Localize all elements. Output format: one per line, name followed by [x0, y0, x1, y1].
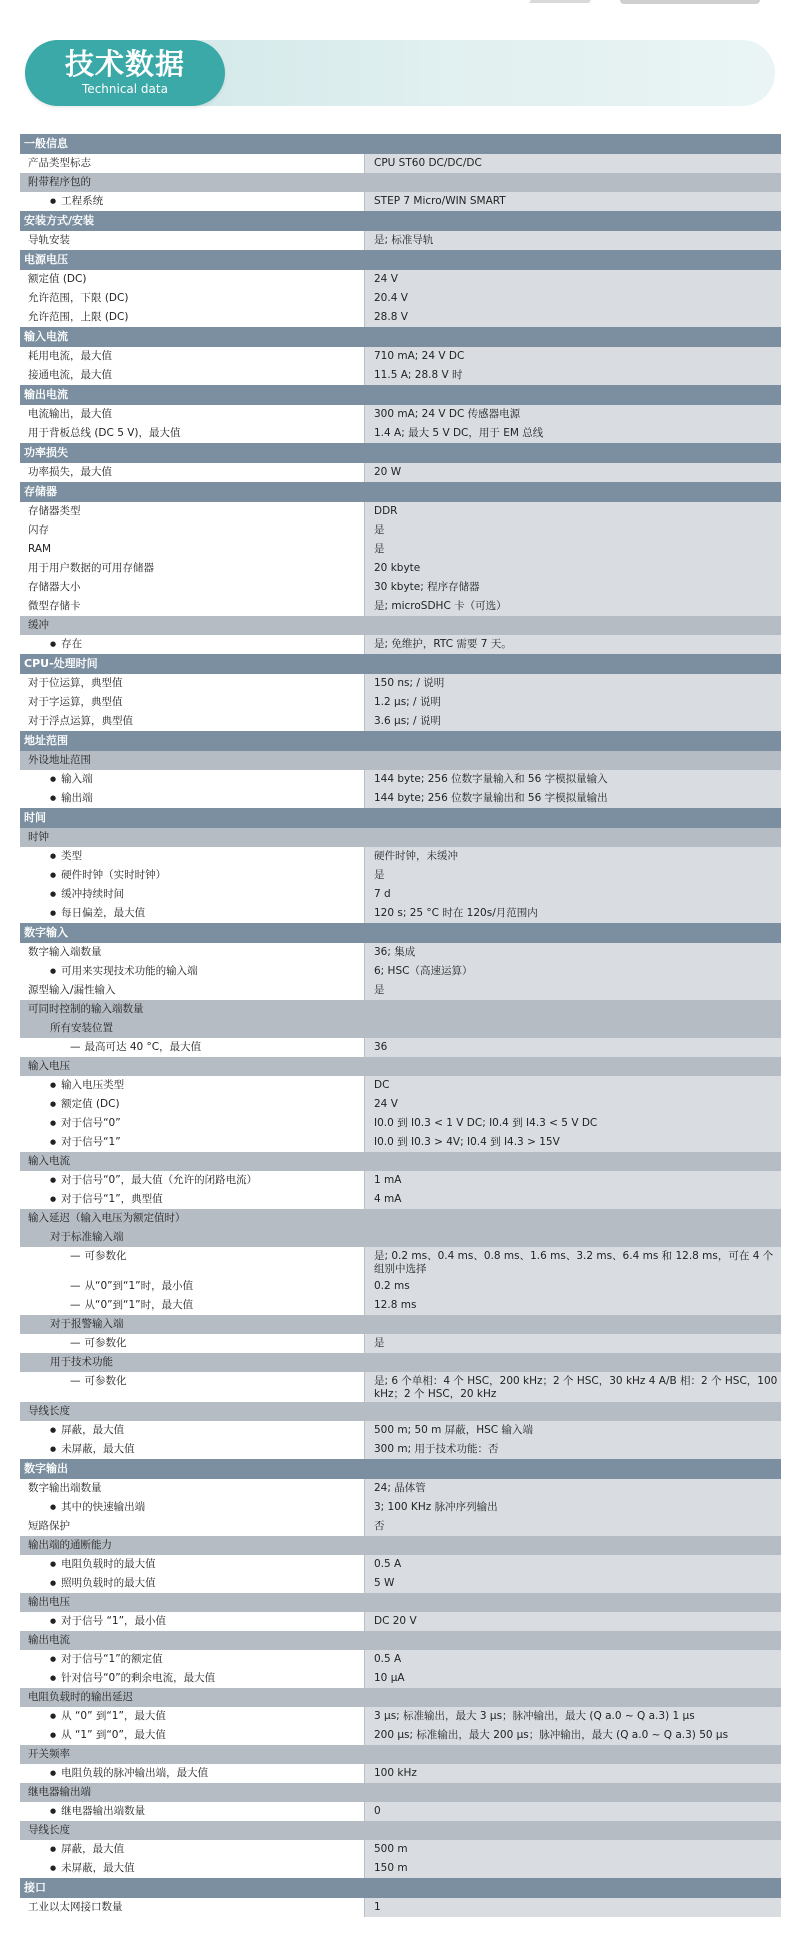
spec-label: 时钟 — [28, 831, 49, 843]
spec-value: 300 m; 用于技术功能：否 — [365, 1440, 781, 1459]
table-row — [20, 1650, 781, 1669]
table-row — [20, 1247, 781, 1277]
spec-value: 710 mA; 24 V DC — [365, 347, 781, 366]
table-row — [20, 502, 781, 521]
spec-value: 200 μs; 标准输出，最大 200 μs；脉冲输出，最大 (Q a.0 ~ Q a.3) 50 μs — [365, 1726, 781, 1745]
spec-label: 用于技术功能 — [50, 1356, 113, 1368]
spec-value: DDR — [365, 502, 781, 521]
spec-label: 用于背板总线 (DC 5 V)，最大值 — [20, 424, 365, 443]
spec-value: 24 V — [365, 270, 781, 289]
spec-label: 产品类型标志 — [20, 154, 365, 173]
table-row — [20, 1707, 781, 1726]
spec-label: 允许范围，下限 (DC) — [20, 289, 365, 308]
table-row — [20, 1277, 781, 1296]
spec-label: 电流输出，最大值 — [20, 405, 365, 424]
table-row — [20, 1171, 781, 1190]
table-row — [20, 308, 781, 327]
spec-label: ● 未屏蔽，最大值 — [20, 1440, 365, 1459]
spec-value: 是 — [365, 521, 781, 540]
spec-label: 功率损失，最大值 — [20, 463, 365, 482]
spec-value: 3 μs; 标准输出，最大 3 μs；脉冲输出，最大 (Q a.0 ~ Q a.3) 1 μs — [365, 1707, 781, 1726]
section-header: 时间 — [20, 808, 781, 828]
section-header: CPU-处理时间 — [20, 654, 781, 674]
spec-value: 120 s; 25 °C 时在 120s/月范围内 — [365, 904, 781, 923]
section-header: 输出电流 — [20, 385, 781, 405]
section-header: 输入电流 — [20, 327, 781, 347]
spec-value: DC 20 V — [365, 1612, 781, 1631]
table-row — [20, 1038, 781, 1057]
spec-value: 20 W — [365, 463, 781, 482]
spec-label: ● 对于信号“0”，最大值（允许的闭路电流） — [20, 1171, 365, 1190]
spec-label: RAM — [20, 540, 365, 559]
table-row — [20, 1190, 781, 1209]
spec-value: 否 — [365, 1517, 781, 1536]
spec-value: 28.8 V — [365, 308, 781, 327]
spec-label: — 可参数化 — [20, 1334, 365, 1353]
spec-label: ● 硬件时钟（实时时钟） — [20, 866, 365, 885]
spec-label: ● 从 “1” 到“0”，最大值 — [20, 1726, 365, 1745]
spec-value: 36; 集成 — [365, 943, 781, 962]
spec-label: — 可参数化 — [20, 1247, 365, 1277]
table-row — [20, 1898, 781, 1917]
table-row — [20, 1402, 781, 1421]
spec-value: 11.5 A; 28.8 V 时 — [365, 366, 781, 385]
spec-value: 7 d — [365, 885, 781, 904]
spec-value: 是; 6 个单相：4 个 HSC，200 kHz；2 个 HSC，30 kHz 4 A/B 相：2 个 HSC，100 kHz；2 个 HSC，20 kHz — [365, 1372, 781, 1402]
spec-value: 是 — [365, 981, 781, 1000]
spec-label: 导线长度 — [28, 1405, 70, 1417]
spec-label: 输出电压 — [28, 1596, 70, 1608]
spec-value: 1 mA — [365, 1171, 781, 1190]
spec-label: ● 屏蔽，最大值 — [20, 1840, 365, 1859]
spec-value: 是; 标准导轨 — [365, 231, 781, 250]
spec-label: 用于用户数据的可用存储器 — [20, 559, 365, 578]
table-row — [20, 1019, 781, 1038]
spec-label: ● 额定值 (DC) — [20, 1095, 365, 1114]
table-row — [20, 943, 781, 962]
spec-label: ● 屏蔽，最大值 — [20, 1421, 365, 1440]
spec-label: ● 每日偏差，最大值 — [20, 904, 365, 923]
table-row — [20, 1631, 781, 1650]
spec-label: 输入电压 — [28, 1060, 70, 1072]
table-row — [20, 981, 781, 1000]
spec-value: 是; 0.2 ms、0.4 ms、0.8 ms、1.6 ms、3.2 ms、6.4 ms 和 12.8 ms，可在 4 个组别中选择 — [365, 1247, 781, 1277]
spec-value: 30 kbyte; 程序存储器 — [365, 578, 781, 597]
table-row — [20, 1555, 781, 1574]
spec-label: 存储器大小 — [20, 578, 365, 597]
spec-value: 300 mA; 24 V DC 传感器电源 — [365, 405, 781, 424]
title-pill — [25, 40, 225, 106]
spec-label: ● 对于信号“1” — [20, 1133, 365, 1152]
spec-label: ● 对于信号 “1”，最小值 — [20, 1612, 365, 1631]
table-row — [20, 1440, 781, 1459]
spec-label: 数字输出端数量 — [20, 1479, 365, 1498]
table-row — [20, 1228, 781, 1247]
spec-label: 工业以太网接口数量 — [20, 1898, 365, 1917]
spec-label: 可同时控制的输入端数量 — [28, 1003, 144, 1015]
spec-value: 24; 晶体管 — [365, 1479, 781, 1498]
spec-label: 缓冲 — [28, 619, 49, 631]
spec-value: 150 ns; / 说明 — [365, 674, 781, 693]
spec-label: — 从“0”到“1”时，最大值 — [20, 1296, 365, 1315]
table-row — [20, 1840, 781, 1859]
table-row — [20, 712, 781, 731]
table-row — [20, 1726, 781, 1745]
section-header: 电源电压 — [20, 250, 781, 270]
spec-value: 是; microSDHC 卡（可选） — [365, 597, 781, 616]
section-header: 地址范围 — [20, 731, 781, 751]
spec-value: 6; HSC（高速运算） — [365, 962, 781, 981]
spec-label: 额定值 (DC) — [20, 270, 365, 289]
table-row — [20, 597, 781, 616]
spec-value: 20 kbyte — [365, 559, 781, 578]
spec-value: 是 — [365, 540, 781, 559]
table-row — [20, 1421, 781, 1440]
table-row — [20, 289, 781, 308]
spec-label: ● 电阻负载的脉冲输出端，最大值 — [20, 1764, 365, 1783]
spec-label: 导线长度 — [28, 1824, 70, 1836]
table-row — [20, 1000, 781, 1019]
spec-label: — 从“0”到“1”时，最小值 — [20, 1277, 365, 1296]
table-row — [20, 1315, 781, 1334]
spec-value: I0.0 到 I0.3 < 1 V DC; I0.4 到 I4.3 < 5 V DC — [365, 1114, 781, 1133]
spec-label: 输出电流 — [28, 1634, 70, 1646]
spec-label: ● 对于信号“1”，典型值 — [20, 1190, 365, 1209]
spec-label: 存储器类型 — [20, 502, 365, 521]
table-row — [20, 1745, 781, 1764]
spec-value: 3.6 μs; / 说明 — [365, 712, 781, 731]
table-row — [20, 616, 781, 635]
spec-label: 对于报警输入端 — [50, 1318, 124, 1330]
table-row — [20, 347, 781, 366]
table-row — [20, 635, 781, 654]
spec-label: ● 其中的快速输出端 — [20, 1498, 365, 1517]
table-row — [20, 1353, 781, 1372]
spec-label: 允许范围，上限 (DC) — [20, 308, 365, 327]
spec-label: ● 工程系统 — [20, 192, 365, 211]
section-header: 数字输入 — [20, 923, 781, 943]
table-row — [20, 674, 781, 693]
page-subtitle: Technical data — [82, 82, 168, 96]
table-row — [20, 1517, 781, 1536]
spec-value: 是 — [365, 1334, 781, 1353]
table-row — [20, 885, 781, 904]
table-row — [20, 192, 781, 211]
table-row — [20, 962, 781, 981]
table-row — [20, 789, 781, 808]
spec-value: 150 m — [365, 1859, 781, 1878]
spec-label: ● 缓冲持续时间 — [20, 885, 365, 904]
table-row — [20, 1296, 781, 1315]
spec-label: ● 继电器输出端数量 — [20, 1802, 365, 1821]
spec-label: 闪存 — [20, 521, 365, 540]
spec-value: 0 — [365, 1802, 781, 1821]
spec-value: 36 — [365, 1038, 781, 1057]
spec-label: 短路保护 — [20, 1517, 365, 1536]
table-row — [20, 1612, 781, 1631]
table-row — [20, 1669, 781, 1688]
section-header: 数字输出 — [20, 1459, 781, 1479]
spec-label: 对于位运算，典型值 — [20, 674, 365, 693]
table-row — [20, 521, 781, 540]
spec-label: 附带程序包的 — [28, 176, 91, 188]
spec-label: 接通电流，最大值 — [20, 366, 365, 385]
spec-label: 源型输入/漏性输入 — [20, 981, 365, 1000]
spec-label: 开关频率 — [28, 1748, 70, 1760]
table-row — [20, 1114, 781, 1133]
spec-value: 0.5 A — [365, 1650, 781, 1669]
page-title: 技术数据 — [64, 47, 185, 81]
spec-value: 是; 免维护，RTC 需要 7 天。 — [365, 635, 781, 654]
spec-value: 144 byte; 256 位数字量输入和 56 字模拟量输入 — [365, 770, 781, 789]
spec-label: 微型存储卡 — [20, 597, 365, 616]
table-row — [20, 405, 781, 424]
section-header: 安装方式/安装 — [20, 211, 781, 231]
table-row — [20, 866, 781, 885]
table-row — [20, 366, 781, 385]
spec-value: 1.4 A; 最大 5 V DC，用于 EM 总线 — [365, 424, 781, 443]
spec-value: 硬件时钟，未缓冲 — [365, 847, 781, 866]
table-row — [20, 1334, 781, 1353]
spec-label: ● 未屏蔽，最大值 — [20, 1859, 365, 1878]
spec-label: 外设地址范围 — [28, 754, 91, 766]
spec-value: 500 m — [365, 1840, 781, 1859]
title-banner — [25, 40, 775, 106]
spec-label: 输入电流 — [28, 1155, 70, 1167]
spec-value: 100 kHz — [365, 1764, 781, 1783]
spec-label: 继电器输出端 — [28, 1786, 91, 1798]
spec-label: 数字输入端数量 — [20, 943, 365, 962]
table-row — [20, 904, 781, 923]
spec-label: ● 输入端 — [20, 770, 365, 789]
spec-value: 0.2 ms — [365, 1277, 781, 1296]
decor-bar — [620, 0, 760, 4]
spec-value: 500 m; 50 m 屏蔽，HSC 输入端 — [365, 1421, 781, 1440]
spec-label: 输出端的通断能力 — [28, 1539, 112, 1551]
table-row — [20, 1821, 781, 1840]
table-row — [20, 1783, 781, 1802]
spec-label: ● 对于信号“0” — [20, 1114, 365, 1133]
table-row — [20, 1802, 781, 1821]
table-row — [20, 1372, 781, 1402]
table-row — [20, 1133, 781, 1152]
table-row — [20, 1764, 781, 1783]
table-row — [20, 828, 781, 847]
spec-label: — 可参数化 — [20, 1372, 365, 1402]
spec-label: ● 可用来实现技术功能的输入端 — [20, 962, 365, 981]
spec-value: DC — [365, 1076, 781, 1095]
table-row — [20, 1859, 781, 1878]
spec-label: ● 针对信号“0”的剩余电流，最大值 — [20, 1669, 365, 1688]
spec-value: STEP 7 Micro/WIN SMART — [365, 192, 781, 211]
table-row — [20, 693, 781, 712]
table-row — [20, 1095, 781, 1114]
table-row — [20, 463, 781, 482]
spec-label: ● 电阻负载时的最大值 — [20, 1555, 365, 1574]
section-header: 一般信息 — [20, 134, 781, 154]
spec-label: 耗用电流，最大值 — [20, 347, 365, 366]
spec-label: ● 输入电压类型 — [20, 1076, 365, 1095]
section-header: 功率损失 — [20, 443, 781, 463]
table-row — [20, 154, 781, 173]
spec-table — [20, 134, 781, 1917]
spec-value: 12.8 ms — [365, 1296, 781, 1315]
spec-value: I0.0 到 I0.3 > 4V; I0.4 到 I4.3 > 15V — [365, 1133, 781, 1152]
spec-value: 0.5 A — [365, 1555, 781, 1574]
table-row — [20, 578, 781, 597]
table-row — [20, 1479, 781, 1498]
spec-value: 4 mA — [365, 1190, 781, 1209]
table-row — [20, 1209, 781, 1228]
spec-label: ● 对于信号“1”的额定值 — [20, 1650, 365, 1669]
table-row — [20, 770, 781, 789]
spec-value: 24 V — [365, 1095, 781, 1114]
spec-value: 5 W — [365, 1574, 781, 1593]
spec-label: ● 照明负载时的最大值 — [20, 1574, 365, 1593]
spec-value: 20.4 V — [365, 289, 781, 308]
spec-label: 对于字运算，典型值 — [20, 693, 365, 712]
spec-label: 输入延迟（输入电压为额定值时） — [28, 1212, 186, 1224]
spec-label: 电阻负载时的输出延迟 — [28, 1691, 133, 1703]
section-header: 存储器 — [20, 482, 781, 502]
spec-value: CPU ST60 DC/DC/DC — [365, 154, 781, 173]
spec-value: 1.2 μs; / 说明 — [365, 693, 781, 712]
spec-label: 对于标准输入端 — [50, 1231, 124, 1243]
spec-value: 是 — [365, 866, 781, 885]
spec-label: 对于浮点运算，典型值 — [20, 712, 365, 731]
table-row — [20, 1057, 781, 1076]
spec-value: 1 — [365, 1898, 781, 1917]
spec-value: 144 byte; 256 位数字量输出和 56 字模拟量输出 — [365, 789, 781, 808]
spec-label: ● 输出端 — [20, 789, 365, 808]
table-row — [20, 270, 781, 289]
top-decoration — [0, 0, 800, 10]
spec-label: 导轨安装 — [20, 231, 365, 250]
table-row — [20, 231, 781, 250]
table-row — [20, 1574, 781, 1593]
spec-label: — 最高可达 40 °C，最大值 — [20, 1038, 365, 1057]
table-row — [20, 751, 781, 770]
table-row — [20, 173, 781, 192]
table-row — [20, 424, 781, 443]
table-row — [20, 1536, 781, 1555]
spec-value: 10 μA — [365, 1669, 781, 1688]
table-row — [20, 1498, 781, 1517]
spec-value: 3; 100 KHz 脉冲序列输出 — [365, 1498, 781, 1517]
decor-stripe — [529, 0, 591, 3]
table-row — [20, 540, 781, 559]
spec-label: 所有安装位置 — [50, 1022, 113, 1034]
spec-label: ● 从 “0” 到“1”，最大值 — [20, 1707, 365, 1726]
table-row — [20, 559, 781, 578]
section-header: 接口 — [20, 1878, 781, 1898]
table-row — [20, 1152, 781, 1171]
spec-label: ● 存在 — [20, 635, 365, 654]
table-row — [20, 1593, 781, 1612]
table-row — [20, 1688, 781, 1707]
spec-label: ● 类型 — [20, 847, 365, 866]
table-row — [20, 847, 781, 866]
table-row — [20, 1076, 781, 1095]
